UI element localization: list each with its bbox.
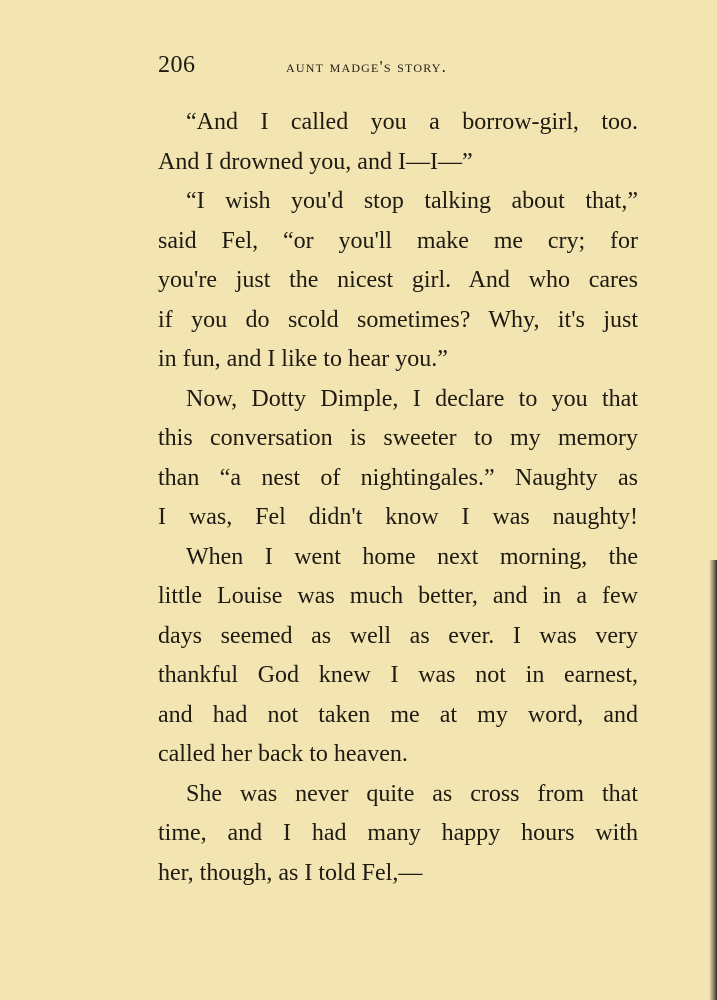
text-line-content: if you do scold sometimes? Why, it's just <box>158 306 638 333</box>
text-line <box>158 775 638 815</box>
text-line-content: When I went home next morning, the <box>186 543 638 570</box>
text-line-content: “And I called you a borrow-girl, too. <box>186 109 638 135</box>
text-line-content: called her back to heaven. <box>158 741 408 767</box>
text-line-content: said Fel, “or you'll make me cry; for <box>158 227 638 254</box>
text-line <box>158 696 638 736</box>
text-line-content: little Louise was much better, and in a few <box>158 583 638 609</box>
text-line-content: time, and I had many happy hours with <box>158 820 638 846</box>
text-line <box>158 656 638 696</box>
text-line <box>158 854 638 894</box>
text-line <box>158 182 638 222</box>
text-line <box>158 222 638 262</box>
text-line <box>158 261 638 301</box>
text-line <box>158 814 638 854</box>
text-line <box>158 459 638 499</box>
text-line-content: than “a nest of nightingales.” Naughty as <box>158 464 638 491</box>
text-line <box>158 538 638 578</box>
text-line <box>158 617 638 657</box>
text-line-content: in fun, and I like to hear you.” <box>158 346 448 372</box>
text-line <box>158 577 638 617</box>
text-line <box>158 301 638 341</box>
text-line-content: And I drowned you, and I—I—” <box>158 148 473 175</box>
text-line-content: her, though, as I told Fel,— <box>158 859 423 886</box>
page-number: 206 <box>158 52 196 78</box>
page-edge-shadow <box>709 560 717 1000</box>
text-line-content: She was never quite as cross from that <box>186 780 638 807</box>
text-line <box>158 103 638 143</box>
running-head: aunt madge's story. <box>286 57 448 76</box>
text-line-content: you're just the nicest girl. And who cares <box>158 267 638 293</box>
text-line <box>158 340 638 380</box>
page-header <box>158 52 636 82</box>
text-line-content: this conversation is sweeter to my memory <box>158 425 638 451</box>
text-line <box>158 380 638 420</box>
text-line <box>158 498 638 538</box>
body-text <box>158 103 638 893</box>
text-line <box>158 143 638 183</box>
text-line-content: days seemed as well as ever. I was very <box>158 622 638 649</box>
text-line-content: and had not taken me at my word, and <box>158 701 638 728</box>
text-line-content: Now, Dotty Dimple, I declare to you that <box>186 385 638 412</box>
text-line-content: “I wish you'd stop talking about that,” <box>186 188 638 214</box>
text-line-content: I was, Fel didn't know I was naughty! <box>158 504 638 530</box>
text-line <box>158 735 638 775</box>
text-line <box>158 419 638 459</box>
text-line-content: thankful God knew I was not in earnest, <box>158 662 638 688</box>
